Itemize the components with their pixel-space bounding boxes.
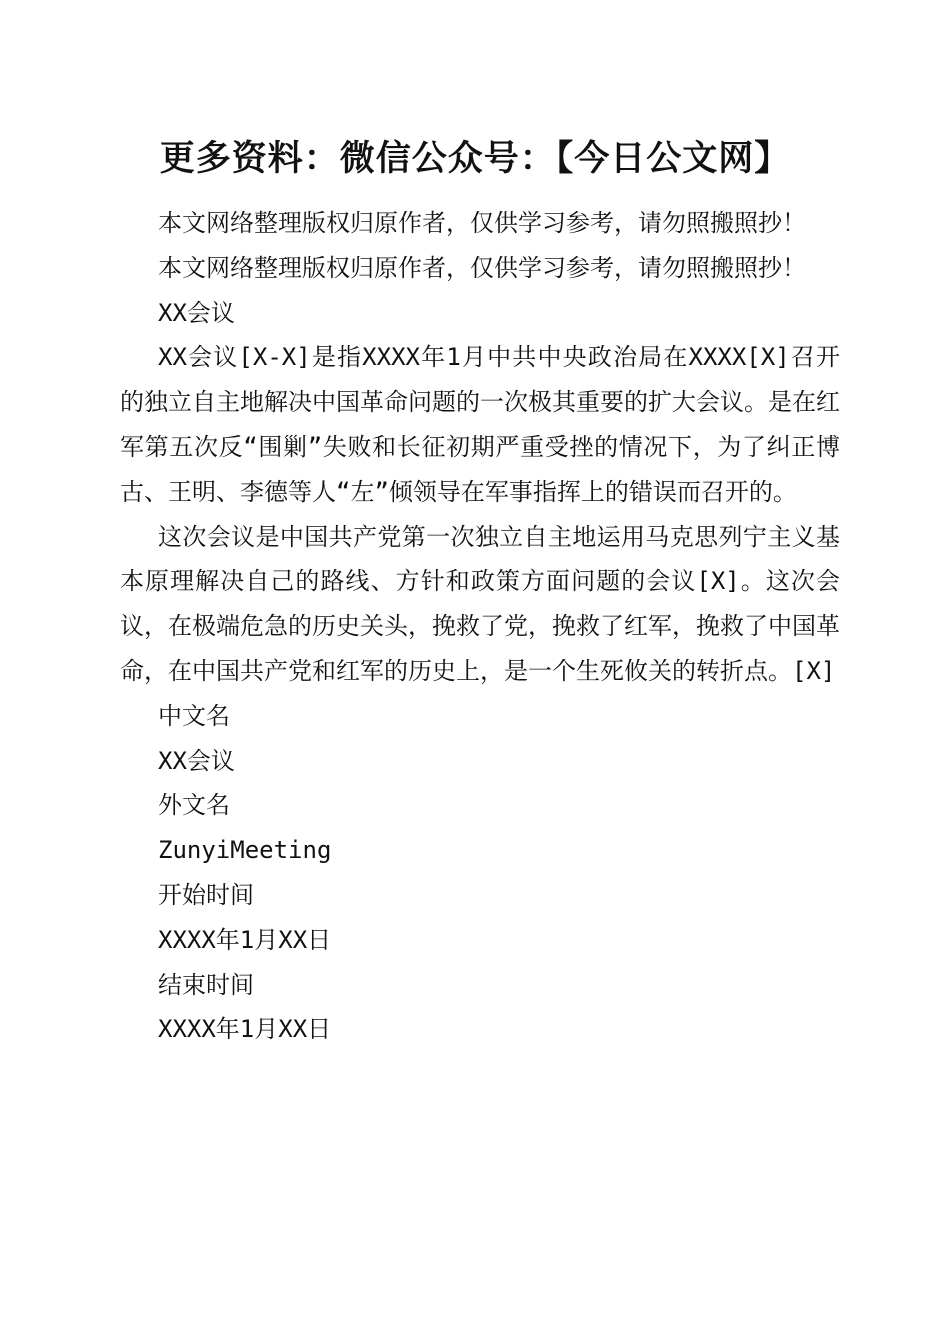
section-heading: XX会议 bbox=[158, 298, 235, 327]
copyright-notice: 本文网络整理版权归原作者，仅供学习参考，请勿照搬照抄！ bbox=[158, 209, 806, 237]
copyright-notice: 本文网络整理版权归原作者，仅供学习参考，请勿照搬照抄！ bbox=[158, 253, 806, 282]
info-value: XXXX年1月XX日 bbox=[158, 1015, 332, 1044]
body-paragraph: 这次会议是中国共产党第一次独立自主地运用马克思列宁主义基本原理解决自己的路线、方针和政策方面问题的会议[X]。这次会议，在极端危急的历史关头，挽救了党，挽救了红军，挽救了中国革命，在中国共产党和红军的历史上，是一个生死攸关的转折点。[X] bbox=[120, 522, 840, 685]
info-label: 结束时间 bbox=[158, 970, 254, 999]
info-label: 开始时间 bbox=[158, 880, 254, 909]
info-value: ZunyiMeeting bbox=[158, 836, 332, 865]
info-value: XXXX年1月XX日 bbox=[158, 925, 332, 954]
info-value: XX会议 bbox=[158, 746, 235, 775]
info-label: 外文名 bbox=[158, 791, 230, 820]
body-paragraph: XX会议[X-X]是指XXXX年1月中共中央政治局在XXXX[X]召开的独立自主地解决中国革命问题的一次极其重要的扩大会议。是在红军第五次反“围剿”失败和长征初期严重受挫的情况下，为了纠正博古、王明、李德等人“左”倾领导在军事指挥上的错误而召开的。 bbox=[120, 343, 840, 506]
document-body bbox=[120, 201, 840, 1052]
document-title: 更多资料：微信公众号：【今日公文网】 bbox=[159, 138, 791, 179]
info-label: 中文名 bbox=[158, 701, 230, 730]
